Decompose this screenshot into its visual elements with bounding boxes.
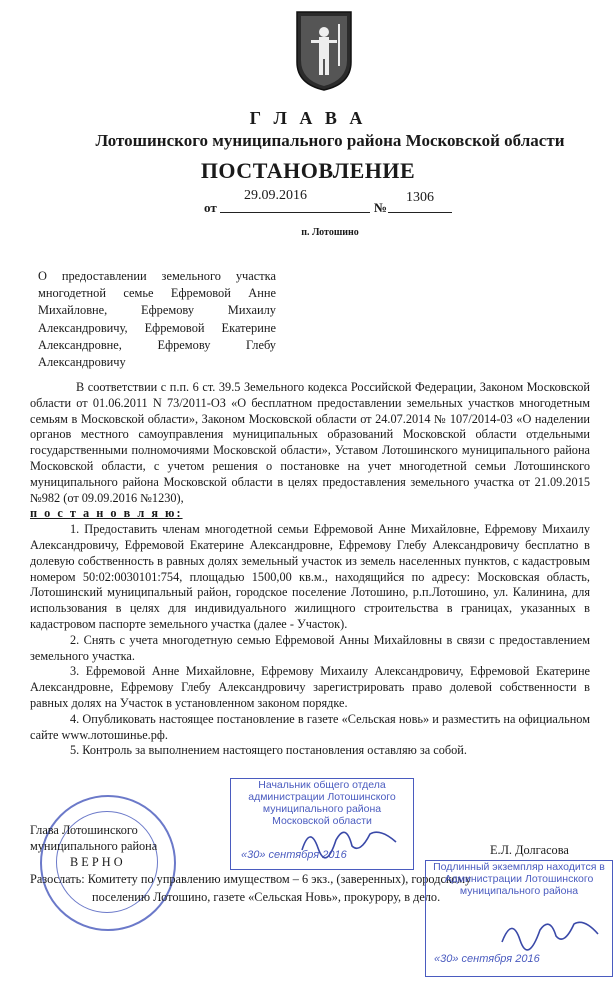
document-date: 29.09.2016 (244, 188, 307, 203)
preamble-paragraph: В соответствии с п.п. 6 ст. 39.5 Земельного кодекса Российской Федерации, Законом Московской области от 01.06.2011 N 73/2011-ОЗ «О бесплатном предоставлении земельных участков многодетным семьям в Московской области», Законом Московской области от 24.07.2014 № 107/2014-03 «О наделении органов местного самоуправления муниципальных образований Московской области отдельными государственными полномочиями Московской области», Уставом Лотошинского муниципального района Московской области, с учетом решения о постановке на учет многодетной семьи Лотошинского муниципального района Московской области в целях предоставления земельного участка от 21.09.2015 №982 (от 09.09.2016 №1230), (30, 380, 590, 505)
signature-title-line2: муниципального района (30, 839, 158, 853)
document-body (30, 380, 590, 759)
item-3: 3. Ефремовой Анне Михайловне, Ефремову Михаилу Александровичу, Ефремовой Екатерине Александровне, Ефремову Глебу Александровичу зарегистрировать право долевой собственности в равных долях на Участок в установленном законом порядке. (30, 664, 590, 710)
stamp1-date: «30» сентября 2016 (241, 849, 347, 861)
stamp1-line3: муниципального района (262, 803, 382, 815)
place-of-issue: п. Лотошино (301, 227, 359, 238)
item-5: 5. Контроль за выполнением настоящего постановления оставляю за собой. (70, 743, 467, 758)
document-type: ПОСТАНОВЛЕНИЕ (200, 158, 416, 183)
number-prefix: № (374, 200, 388, 215)
stamp2-line3: муниципального района (459, 885, 579, 897)
verno-mark: В Е Р Н О (70, 855, 123, 869)
stamp2-date: «30» сентября 2016 (434, 953, 540, 965)
document-heading: Г Л А В А (249, 108, 367, 128)
handwritten-signature-2 (500, 912, 600, 952)
coat-of-arms-emblem (295, 10, 353, 92)
number-underline (388, 212, 452, 213)
document-number: 1306 (406, 190, 434, 205)
date-number-line (204, 188, 464, 218)
item-4: 4. Опубликовать настоящее постановление в газете «Сельская новь» и разместить на официальном сайте www.лотошинье.рф. (30, 711, 590, 742)
resolves-heading: п о с т а н о в л я ю: (30, 506, 183, 521)
stamp1-line2: администрации Лотошинского (248, 791, 396, 803)
stamp2-line2: Администрации Лотошинского (444, 873, 594, 885)
stamp1-line4: Московской области (272, 815, 372, 827)
handwritten-signature-1 (300, 820, 400, 860)
item-1: 1. Предоставить членам многодетной семьи Ефремовой Анне Михайловне, Ефремову Михаилу Александровичу, Ефремовой Екатерине Александровне, Ефремову Глебу Александровичу бесплатно в долевую собственность в равных долях земельный участок из земель населенных пунктов, с кадастровым номером 50:02:0030101:754, площадью 1500,00 кв.м., находящийся по адресу: Московская область, Лотошинский муниципальный район, городское поселение Лотошино, р.п.Лотошино, ул. Калинина, для использования в целях для индивидуального жилищного строительства в границах, указанных в кадастровом паспорте земельного участка (далее - Участок). (30, 522, 590, 631)
signature-block-left (30, 822, 157, 870)
distribution-line1: Разослать: Комитету по управлению имуществом – 6 экз., (заверенных), городскому (30, 872, 472, 886)
subject-text: О предоставлении земельного участка многодетной семье Ефремовой Анне Михайловне, Ефремову Михаилу Александровичу, Ефремовой Екатерине Александровне, Ефремову Глебу Александровичу (38, 269, 276, 370)
subject-block (38, 268, 276, 371)
stamp1-line1: Начальник общего отдела (258, 779, 386, 791)
stamp2-line1: Подлинный экземпляр находится в (433, 861, 605, 873)
signature-title-line1: Глава Лотошинского (30, 823, 138, 837)
date-underline (220, 212, 370, 213)
district-title: Лотошинского муниципального района Московской области (95, 131, 565, 150)
item-2: 2. Снять с учета многодетную семью Ефремовой Анны Михайловны в связи с предоставлением земельного участка. (30, 632, 590, 663)
signature-name: Е.Л. Долгасова (490, 843, 569, 857)
distribution-line2: поселению Лотошино, газете «Сельская Новь», прокурору, в дело. (92, 890, 441, 904)
date-prefix: от (204, 200, 217, 215)
